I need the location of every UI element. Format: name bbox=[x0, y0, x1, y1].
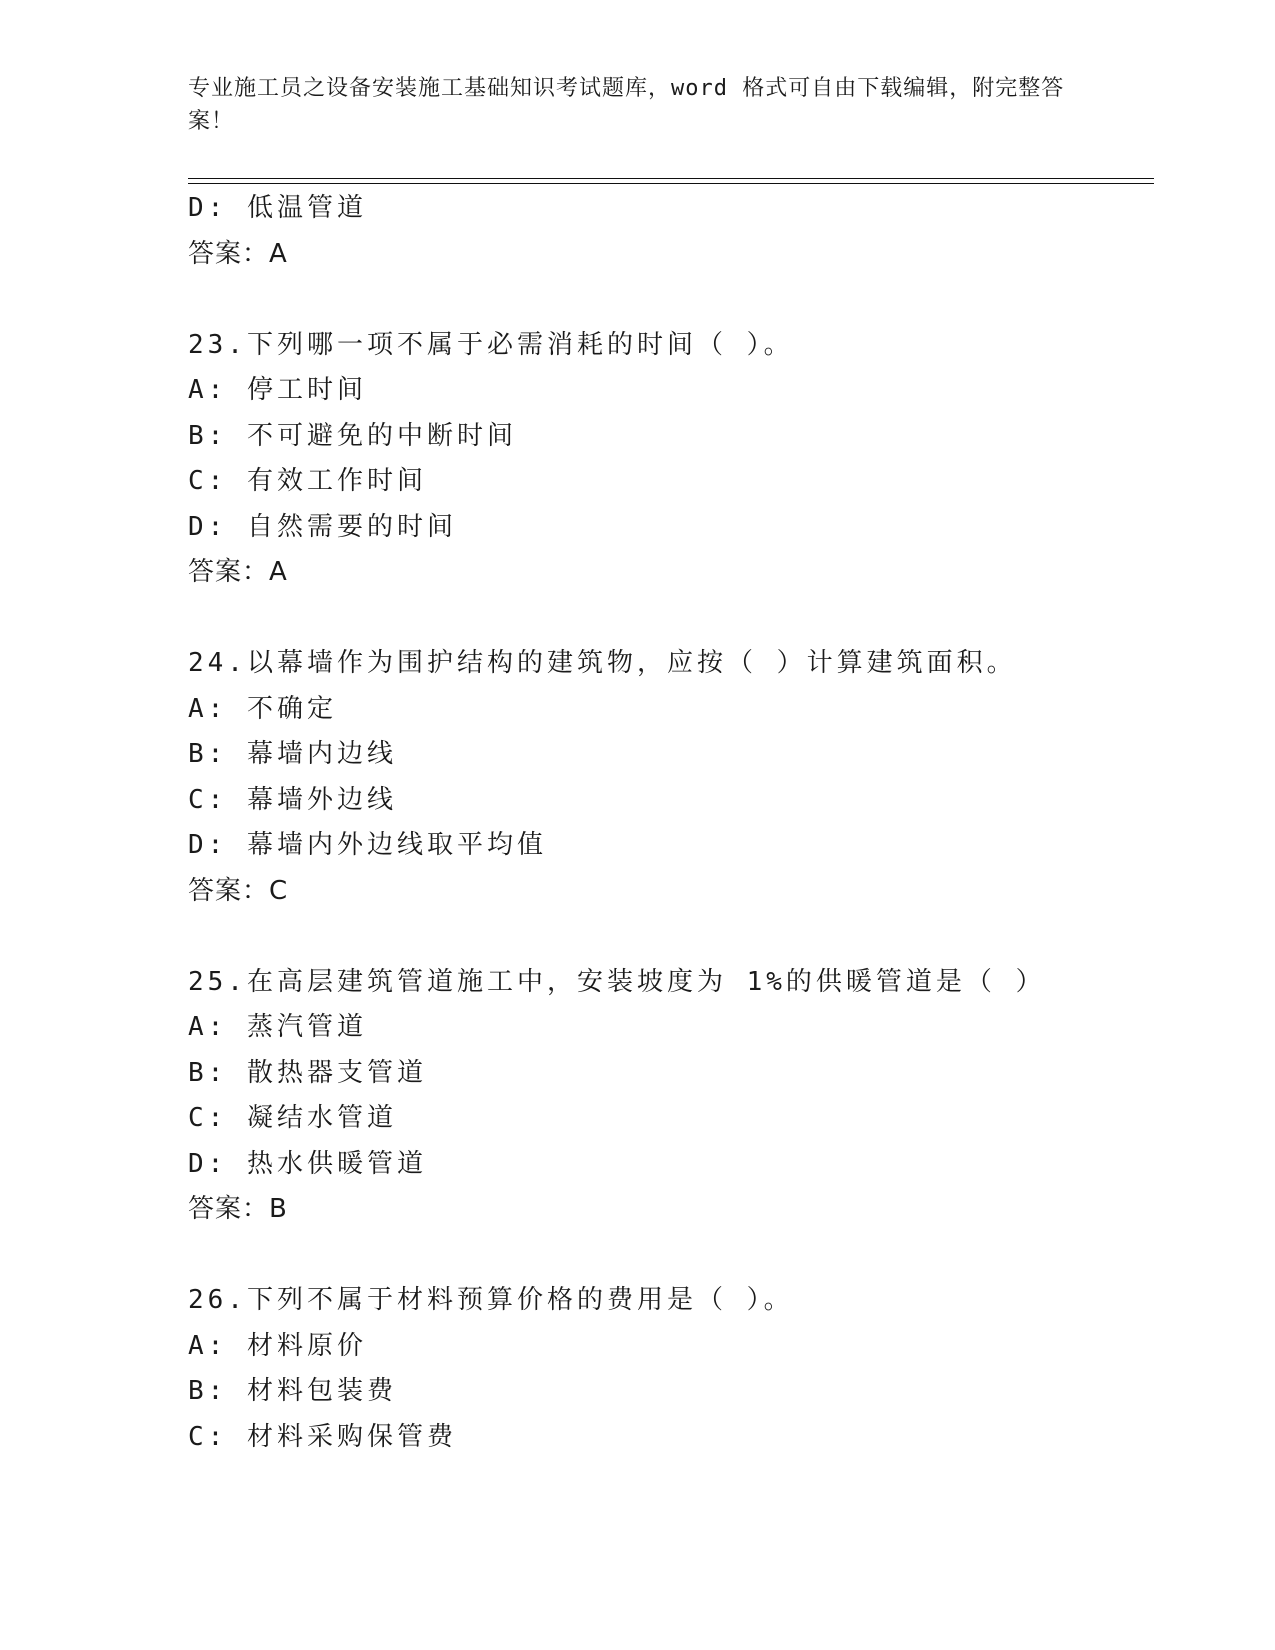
option-b: B: 材料包装费 bbox=[188, 1376, 397, 1406]
question-stem: 25.在高层建筑管道施工中，安装坡度为 1%的供暖管道是（ ） bbox=[188, 966, 1046, 997]
header-divider-bottom bbox=[188, 183, 1154, 184]
option-a: A: 不确定 bbox=[188, 693, 337, 724]
option-a: A: 蒸汽管道 bbox=[188, 1012, 367, 1042]
question-block-23 bbox=[188, 323, 1158, 642]
option-d: D: 幕墙内外边线取平均值 bbox=[188, 830, 547, 860]
option-b: B: 幕墙内边线 bbox=[188, 739, 397, 769]
option-d: D: 低温管道 bbox=[188, 193, 367, 223]
answer-line: 答案：A bbox=[188, 238, 288, 269]
option-c: C: 材料采购保管费 bbox=[188, 1421, 457, 1452]
option-d: D: 自然需要的时间 bbox=[188, 511, 457, 542]
spacer bbox=[188, 1233, 1158, 1279]
header-divider-top bbox=[188, 178, 1154, 179]
option-c: C: 幕墙外边线 bbox=[188, 784, 397, 815]
spacer bbox=[188, 277, 1158, 323]
question-block-25 bbox=[188, 960, 1158, 1279]
option-a: A: 停工时间 bbox=[188, 375, 367, 405]
option-b: B: 散热器支管道 bbox=[188, 1057, 427, 1088]
option-a: A: 材料原价 bbox=[188, 1330, 367, 1361]
option-d: D: 热水供暖管道 bbox=[188, 1148, 427, 1179]
spacer bbox=[188, 914, 1158, 960]
question-stem: 26.下列不属于材料预算价格的费用是（ ）。 bbox=[188, 1285, 794, 1315]
answer-line: 答案：B bbox=[188, 1194, 288, 1224]
answer-line: 答案：A bbox=[188, 557, 288, 587]
question-stem: 23.下列哪一项不属于必需消耗的时间（ ）。 bbox=[188, 329, 794, 360]
option-b: B: 不可避免的中断时间 bbox=[188, 420, 517, 451]
option-c: C: 有效工作时间 bbox=[188, 466, 427, 496]
question-stem: 24.以幕墙作为围护结构的建筑物，应按（ ）计算建筑面积。 bbox=[188, 648, 1017, 678]
question-block-24 bbox=[188, 641, 1158, 960]
spacer bbox=[188, 596, 1158, 642]
option-c: C: 凝结水管道 bbox=[188, 1103, 397, 1133]
question-block-26 bbox=[188, 1278, 1158, 1460]
question-list bbox=[188, 186, 1158, 1460]
answer-line: 答案：C bbox=[188, 875, 289, 906]
document-header: 专业施工员之设备安装施工基础知识考试题库，word 格式可自由下载编辑，附完整答案！ bbox=[188, 76, 1065, 134]
